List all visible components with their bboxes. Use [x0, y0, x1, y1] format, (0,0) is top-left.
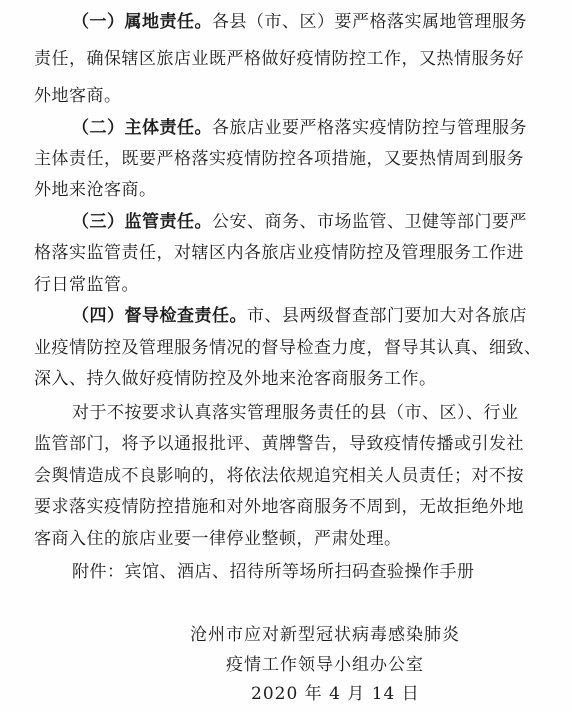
signature-org-line-2: 疫情工作领导小组办公室	[226, 655, 424, 675]
signature-date: 2020 年 4 月 14 日	[251, 684, 420, 704]
para-2-line-2: 主体责任，既要严格落实疫情防控各项措施，又要热情周到服务	[34, 149, 524, 169]
closing-line-2: 监管部门，将予以通报批评、黄牌警告，导致疫情传播或引发社	[34, 434, 524, 454]
para-3-text-1: 公安、商务、市场监管、卫健等部门要严	[212, 212, 527, 232]
attachment-line: 附件：宾馆、酒店、招待所等场所扫码查验操作手册	[72, 562, 475, 582]
para-3-line-2: 格落实监管责任，对辖区内各旅店业疫情防控及管理服务工作进	[34, 243, 524, 263]
para-4-line-3: 深入、持久做好疫情防控及外地来沧客商服务工作。	[34, 369, 437, 389]
para-4-line-2: 业疫情防控及管理服务情况的督导检查力度，督导其认真、细致、	[34, 338, 542, 358]
para-1-line-1	[72, 12, 527, 32]
para-3-line-1	[72, 212, 527, 232]
para-3-line-3: 行日常监管。	[34, 275, 139, 295]
para-1-line-3: 外地客商。	[34, 86, 122, 106]
para-2-line-3: 外地来沧客商。	[34, 180, 157, 200]
para-2-line-1	[72, 118, 527, 138]
para-1-line-2: 责任，确保辖区旅店业既严格做好疫情防控工作，又热情服务好	[34, 49, 524, 69]
para-4-line-1	[72, 306, 527, 326]
closing-line-3: 会舆情造成不良影响的，将依法依规追究相关人员责任；对不按	[34, 466, 524, 486]
para-1-heading: （一）属地责任。	[72, 12, 212, 32]
para-4-text-1: 市、县两级督查部门要加大对各旅店	[247, 306, 527, 326]
para-2-heading: （二）主体责任。	[72, 118, 212, 138]
para-1-text-1: 各县（市、区）要严格落实属地管理服务	[212, 12, 527, 32]
para-2-text-1: 各旅店业要严格落实疫情防控与管理服务	[212, 118, 527, 138]
para-3-heading: （三）监管责任。	[72, 212, 212, 232]
signature-org-line-1: 沧州市应对新型冠状病毒感染肺炎	[190, 625, 460, 645]
closing-line-1: 对于不按要求认真落实管理服务责任的县（市、区）、行业	[72, 403, 519, 423]
closing-line-5: 客商入住的旅店业要一律停业整顿，严肃处理。	[34, 529, 402, 549]
closing-line-4: 要求落实疫情防控措施和对外地客商服务不周到，无故拒绝外地	[34, 497, 524, 517]
para-4-heading: （四）督导检查责任。	[72, 306, 247, 326]
